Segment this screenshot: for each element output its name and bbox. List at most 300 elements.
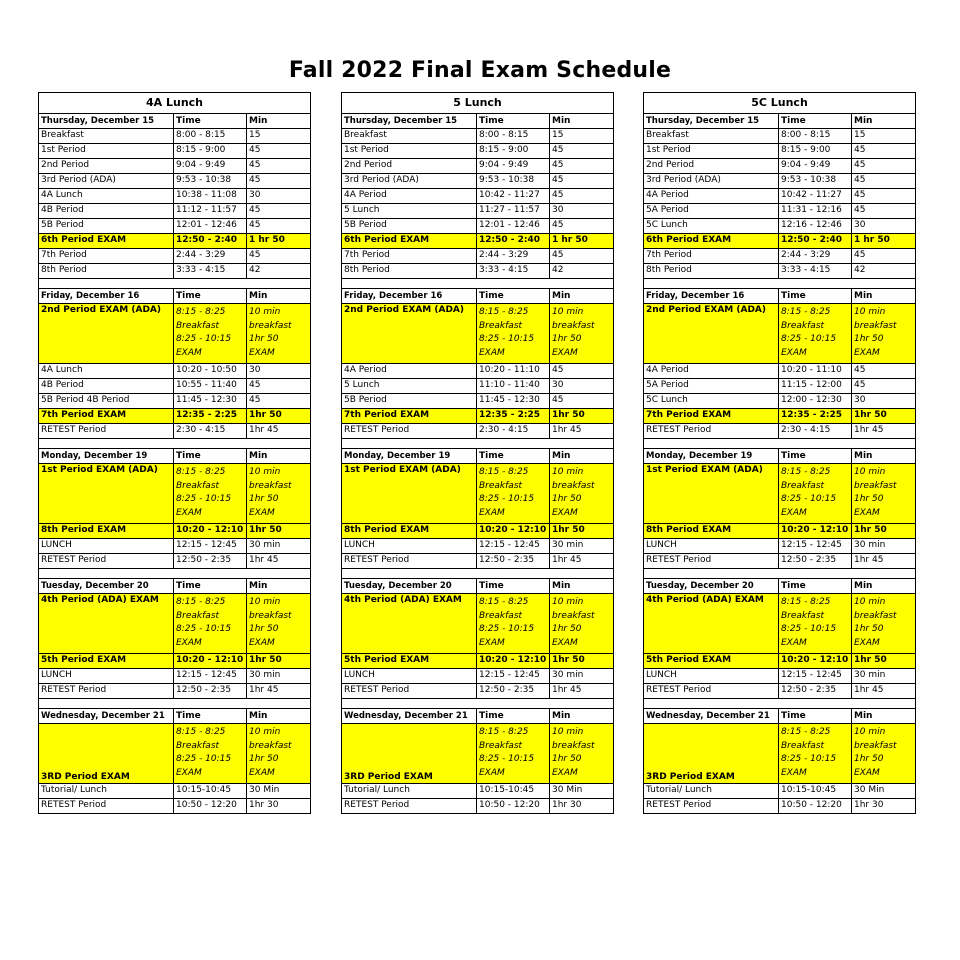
period-label: RETEST Period: [39, 424, 174, 439]
table-row: [644, 554, 916, 569]
period-time: 10:50 - 12:20: [174, 799, 247, 814]
period-label: RETEST Period: [644, 684, 779, 699]
period-time: 8:15 - 8:25 Breakfast 8:25 - 10:15 EXAM: [779, 304, 852, 364]
lunch-group-header: 5C Lunch: [644, 93, 916, 114]
period-time: 8:00 - 8:15: [779, 129, 852, 144]
period-minutes: 30: [247, 364, 311, 379]
table-row: [39, 379, 311, 394]
period-time: 12:50 - 2:35: [174, 554, 247, 569]
period-label: 7th Period: [39, 249, 174, 264]
min-column-header: Min: [852, 579, 916, 594]
spacer-cell: [644, 569, 916, 579]
table-row: [342, 539, 614, 554]
period-minutes: 45: [852, 249, 916, 264]
day-name: Friday, December 16: [342, 289, 477, 304]
period-label: 4th Period (ADA) EXAM: [39, 594, 174, 654]
table-row: [644, 799, 916, 814]
period-time: 8:00 - 8:15: [174, 129, 247, 144]
exam-block-row: [342, 594, 614, 654]
period-label: 3RD Period EXAM: [39, 724, 174, 784]
day-name: Wednesday, December 21: [39, 709, 174, 724]
period-time: 2:44 - 3:29: [779, 249, 852, 264]
period-minutes: 45: [852, 364, 916, 379]
period-minutes: 10 min breakfast 1hr 50 EXAM: [852, 304, 916, 364]
period-label: 6th Period EXAM: [39, 234, 174, 249]
period-time: 12:50 - 2:35: [477, 554, 550, 569]
period-time: 12:01 - 12:46: [477, 219, 550, 234]
exam-row: [644, 409, 916, 424]
spacer-cell: [342, 699, 614, 709]
period-label: 4th Period (ADA) EXAM: [644, 594, 779, 654]
table-row: [342, 799, 614, 814]
table-row: [342, 554, 614, 569]
period-label: 3rd Period (ADA): [342, 174, 477, 189]
period-time: 12:15 - 12:45: [174, 669, 247, 684]
period-label: Tutorial/ Lunch: [342, 784, 477, 799]
exam-block-row: [644, 594, 916, 654]
exam-block-row: [39, 724, 311, 784]
table-row: [39, 394, 311, 409]
table-header-row: [644, 93, 916, 114]
time-column-header: Time: [477, 449, 550, 464]
table-row: [342, 684, 614, 699]
time-column-header: Time: [174, 449, 247, 464]
period-time: 9:53 - 10:38: [174, 174, 247, 189]
period-time: 8:15 - 8:25 Breakfast 8:25 - 10:15 EXAM: [174, 594, 247, 654]
day-header-row: [39, 289, 311, 304]
table-row: [342, 219, 614, 234]
day-name: Thursday, December 15: [644, 114, 779, 129]
day-spacer: [39, 569, 311, 579]
period-minutes: 45: [247, 219, 311, 234]
min-column-header: Min: [550, 579, 614, 594]
period-minutes: 45: [550, 249, 614, 264]
day-name: Thursday, December 15: [39, 114, 174, 129]
period-label: 5A Period: [644, 379, 779, 394]
period-label: 5th Period EXAM: [342, 654, 477, 669]
period-time: 2:44 - 3:29: [477, 249, 550, 264]
min-column-header: Min: [550, 709, 614, 724]
period-label: LUNCH: [644, 669, 779, 684]
table-row: [342, 174, 614, 189]
time-column-header: Time: [477, 289, 550, 304]
period-time: 10:38 - 11:08: [174, 189, 247, 204]
table-row: [644, 219, 916, 234]
min-column-header: Min: [550, 289, 614, 304]
period-minutes: 1hr 45: [852, 554, 916, 569]
period-time: 8:15 - 8:25 Breakfast 8:25 - 10:15 EXAM: [477, 464, 550, 524]
table-row: [342, 784, 614, 799]
day-spacer: [644, 279, 916, 289]
exam-row: [342, 409, 614, 424]
period-minutes: 45: [247, 204, 311, 219]
table-row: [342, 129, 614, 144]
period-time: 2:44 - 3:29: [174, 249, 247, 264]
day-header-row: [342, 289, 614, 304]
spacer-cell: [644, 439, 916, 449]
period-label: RETEST Period: [39, 799, 174, 814]
period-minutes: 15: [247, 129, 311, 144]
period-minutes: 45: [852, 204, 916, 219]
period-time: 10:20 - 12:10: [779, 654, 852, 669]
time-column-header: Time: [779, 579, 852, 594]
period-minutes: 30 min: [550, 669, 614, 684]
period-label: Breakfast: [644, 129, 779, 144]
lunch-group-header: 5 Lunch: [342, 93, 614, 114]
day-name: Thursday, December 15: [342, 114, 477, 129]
period-time: 10:15-10:45: [174, 784, 247, 799]
period-minutes: 10 min breakfast 1hr 50 EXAM: [247, 594, 311, 654]
period-minutes: 1hr 50: [247, 524, 311, 539]
period-label: 2nd Period: [39, 159, 174, 174]
period-label: 5C Lunch: [644, 394, 779, 409]
period-minutes: 30 min: [247, 539, 311, 554]
day-name: Friday, December 16: [39, 289, 174, 304]
spacer-cell: [342, 279, 614, 289]
period-minutes: 30: [852, 394, 916, 409]
exam-row: [644, 524, 916, 539]
period-time: 11:45 - 12:30: [477, 394, 550, 409]
period-minutes: 10 min breakfast 1hr 50 EXAM: [550, 724, 614, 784]
day-spacer: [644, 569, 916, 579]
schedule-table-5c-lunch: [643, 92, 916, 814]
period-time: 8:15 - 8:25 Breakfast 8:25 - 10:15 EXAM: [779, 724, 852, 784]
period-time: 8:15 - 8:25 Breakfast 8:25 - 10:15 EXAM: [477, 304, 550, 364]
period-label: 5th Period EXAM: [644, 654, 779, 669]
period-label: 7th Period EXAM: [342, 409, 477, 424]
table-row: [39, 144, 311, 159]
min-column-header: Min: [247, 449, 311, 464]
day-header-row: [644, 289, 916, 304]
table-row: [644, 204, 916, 219]
period-label: 8th Period: [342, 264, 477, 279]
period-time: 10:42 - 11:27: [477, 189, 550, 204]
table-row: [39, 219, 311, 234]
period-label: Tutorial/ Lunch: [644, 784, 779, 799]
period-time: 10:20 - 12:10: [477, 524, 550, 539]
period-time: 12:35 - 2:25: [174, 409, 247, 424]
period-minutes: 42: [852, 264, 916, 279]
period-time: 10:50 - 12:20: [477, 799, 550, 814]
time-column-header: Time: [174, 114, 247, 129]
exam-row: [342, 654, 614, 669]
min-column-header: Min: [247, 289, 311, 304]
period-time: 12:15 - 12:45: [174, 539, 247, 554]
period-label: 7th Period: [644, 249, 779, 264]
period-time: 8:15 - 8:25 Breakfast 8:25 - 10:15 EXAM: [477, 724, 550, 784]
period-label: 2nd Period: [644, 159, 779, 174]
period-label: RETEST Period: [644, 554, 779, 569]
table-row: [342, 249, 614, 264]
table-row: [644, 174, 916, 189]
period-time: 12:50 - 2:35: [779, 554, 852, 569]
table-row: [39, 129, 311, 144]
day-name: Friday, December 16: [644, 289, 779, 304]
period-label: 3rd Period (ADA): [39, 174, 174, 189]
table-row: [39, 784, 311, 799]
period-label: 4th Period (ADA) EXAM: [342, 594, 477, 654]
period-time: 9:04 - 9:49: [779, 159, 852, 174]
period-time: 3:33 - 4:15: [477, 264, 550, 279]
min-column-header: Min: [852, 289, 916, 304]
table-row: [342, 364, 614, 379]
period-minutes: 1hr 30: [247, 799, 311, 814]
period-label: 3RD Period EXAM: [644, 724, 779, 784]
period-minutes: 45: [247, 159, 311, 174]
time-column-header: Time: [174, 579, 247, 594]
period-minutes: 45: [247, 249, 311, 264]
period-time: 12:15 - 12:45: [779, 669, 852, 684]
day-spacer: [342, 279, 614, 289]
period-label: 7th Period EXAM: [644, 409, 779, 424]
table-row: [644, 379, 916, 394]
table-row: [39, 364, 311, 379]
period-minutes: 10 min breakfast 1hr 50 EXAM: [550, 304, 614, 364]
period-label: 4A Period: [644, 189, 779, 204]
period-label: RETEST Period: [342, 554, 477, 569]
period-minutes: 1 hr 50: [852, 234, 916, 249]
period-time: 9:53 - 10:38: [779, 174, 852, 189]
period-time: 10:20 - 11:10: [477, 364, 550, 379]
period-time: 10:50 - 12:20: [779, 799, 852, 814]
day-name: Monday, December 19: [644, 449, 779, 464]
period-minutes: 1hr 45: [550, 424, 614, 439]
period-time: 11:45 - 12:30: [174, 394, 247, 409]
period-time: 12:50 - 2:40: [779, 234, 852, 249]
table-row: [342, 424, 614, 439]
period-minutes: 10 min breakfast 1hr 50 EXAM: [247, 724, 311, 784]
period-minutes: 42: [247, 264, 311, 279]
exam-row: [39, 234, 311, 249]
period-time: 12:15 - 12:45: [477, 539, 550, 554]
min-column-header: Min: [852, 114, 916, 129]
table-row: [644, 264, 916, 279]
period-time: 3:33 - 4:15: [779, 264, 852, 279]
period-label: 8th Period EXAM: [39, 524, 174, 539]
min-column-header: Min: [550, 114, 614, 129]
period-minutes: 1hr 50: [852, 654, 916, 669]
period-minutes: 1hr 45: [247, 684, 311, 699]
period-label: 8th Period EXAM: [342, 524, 477, 539]
period-label: 5B Period 4B Period: [39, 394, 174, 409]
day-name: Wednesday, December 21: [644, 709, 779, 724]
period-label: 1st Period: [644, 144, 779, 159]
period-time: 10:20 - 12:10: [779, 524, 852, 539]
period-label: 8th Period: [39, 264, 174, 279]
period-label: RETEST Period: [342, 684, 477, 699]
table-row: [644, 364, 916, 379]
period-minutes: 45: [852, 379, 916, 394]
period-time: 2:30 - 4:15: [174, 424, 247, 439]
day-header-row: [644, 579, 916, 594]
period-label: LUNCH: [39, 539, 174, 554]
period-label: 6th Period EXAM: [644, 234, 779, 249]
period-time: 12:16 - 12:46: [779, 219, 852, 234]
period-label: LUNCH: [39, 669, 174, 684]
spacer-cell: [644, 279, 916, 289]
min-column-header: Min: [550, 449, 614, 464]
period-label: 3rd Period (ADA): [644, 174, 779, 189]
time-column-header: Time: [779, 114, 852, 129]
table-row: [644, 249, 916, 264]
period-minutes: 1hr 50: [550, 524, 614, 539]
table-row: [39, 554, 311, 569]
period-time: 12:50 - 2:35: [174, 684, 247, 699]
table-row: [644, 144, 916, 159]
period-label: 5th Period EXAM: [39, 654, 174, 669]
exam-row: [39, 409, 311, 424]
period-label: 1st Period EXAM (ADA): [39, 464, 174, 524]
period-time: 10:20 - 12:10: [174, 524, 247, 539]
period-minutes: 10 min breakfast 1hr 50 EXAM: [550, 464, 614, 524]
period-minutes: 30 min: [852, 539, 916, 554]
period-minutes: 45: [852, 189, 916, 204]
period-label: Tutorial/ Lunch: [39, 784, 174, 799]
period-label: 7th Period EXAM: [39, 409, 174, 424]
time-column-header: Time: [174, 289, 247, 304]
period-minutes: 10 min breakfast 1hr 50 EXAM: [852, 464, 916, 524]
period-minutes: 45: [550, 159, 614, 174]
table-row: [39, 684, 311, 699]
period-time: 9:04 - 9:49: [174, 159, 247, 174]
table-header-row: [342, 93, 614, 114]
lunch-group-header: 4A Lunch: [39, 93, 311, 114]
period-minutes: 30 Min: [550, 784, 614, 799]
period-time: 3:33 - 4:15: [174, 264, 247, 279]
period-label: 6th Period EXAM: [342, 234, 477, 249]
period-minutes: 1hr 45: [550, 684, 614, 699]
period-minutes: 1hr 50: [550, 654, 614, 669]
exam-row: [342, 234, 614, 249]
day-header-row: [342, 114, 614, 129]
period-label: 8th Period EXAM: [644, 524, 779, 539]
exam-block-row: [342, 724, 614, 784]
time-column-header: Time: [779, 289, 852, 304]
period-label: 5 Lunch: [342, 204, 477, 219]
period-label: 7th Period: [342, 249, 477, 264]
day-name: Tuesday, December 20: [39, 579, 174, 594]
table-row: [342, 144, 614, 159]
period-label: RETEST Period: [39, 684, 174, 699]
table-row: [342, 379, 614, 394]
period-minutes: 45: [247, 379, 311, 394]
period-time: 9:53 - 10:38: [477, 174, 550, 189]
period-label: 1st Period: [39, 144, 174, 159]
period-time: 12:50 - 2:40: [174, 234, 247, 249]
period-minutes: 1hr 45: [247, 554, 311, 569]
day-spacer: [342, 439, 614, 449]
period-minutes: 10 min breakfast 1hr 50 EXAM: [247, 464, 311, 524]
spacer-cell: [644, 699, 916, 709]
period-minutes: 30 min: [852, 669, 916, 684]
period-time: 8:15 - 8:25 Breakfast 8:25 - 10:15 EXAM: [779, 594, 852, 654]
period-label: 1st Period: [342, 144, 477, 159]
period-time: 12:50 - 2:35: [477, 684, 550, 699]
period-minutes: 30: [550, 379, 614, 394]
period-time: 12:35 - 2:25: [779, 409, 852, 424]
period-label: 1st Period EXAM (ADA): [644, 464, 779, 524]
table-row: [39, 249, 311, 264]
period-time: 12:50 - 2:40: [477, 234, 550, 249]
period-minutes: 1hr 30: [550, 799, 614, 814]
spacer-cell: [39, 699, 311, 709]
period-time: 12:01 - 12:46: [174, 219, 247, 234]
day-header-row: [39, 114, 311, 129]
period-minutes: 45: [550, 144, 614, 159]
page-title: Fall 2022 Final Exam Schedule: [288, 58, 672, 83]
period-label: 4A Period: [342, 189, 477, 204]
period-time: 8:15 - 8:25 Breakfast 8:25 - 10:15 EXAM: [174, 304, 247, 364]
period-minutes: 1hr 50: [852, 524, 916, 539]
period-minutes: 30 Min: [852, 784, 916, 799]
period-time: 12:50 - 2:35: [779, 684, 852, 699]
exam-block-row: [644, 464, 916, 524]
period-time: 8:15 - 9:00: [477, 144, 550, 159]
period-time: 11:10 - 11:40: [477, 379, 550, 394]
day-name: Monday, December 19: [39, 449, 174, 464]
period-time: 10:15-10:45: [779, 784, 852, 799]
period-label: Breakfast: [342, 129, 477, 144]
day-header-row: [644, 114, 916, 129]
period-time: 8:15 - 9:00: [174, 144, 247, 159]
period-label: 4A Lunch: [39, 189, 174, 204]
period-time: 12:15 - 12:45: [477, 669, 550, 684]
day-header-row: [342, 449, 614, 464]
table-row: [644, 539, 916, 554]
period-time: 10:20 - 11:10: [779, 364, 852, 379]
table-row: [644, 424, 916, 439]
exam-block-row: [342, 304, 614, 364]
period-label: RETEST Period: [342, 799, 477, 814]
schedule-table-5-lunch: [341, 92, 614, 814]
period-minutes: 1hr 30: [852, 799, 916, 814]
period-minutes: 1hr 45: [852, 424, 916, 439]
period-time: 8:00 - 8:15: [477, 129, 550, 144]
period-minutes: 1hr 45: [852, 684, 916, 699]
period-label: 2nd Period EXAM (ADA): [39, 304, 174, 364]
period-minutes: 45: [247, 174, 311, 189]
period-minutes: 1hr 50: [247, 409, 311, 424]
day-header-row: [39, 709, 311, 724]
time-column-header: Time: [779, 709, 852, 724]
period-label: 5 Lunch: [342, 379, 477, 394]
exam-block-row: [39, 464, 311, 524]
period-minutes: 10 min breakfast 1hr 50 EXAM: [852, 594, 916, 654]
exam-row: [39, 524, 311, 539]
day-header-row: [342, 709, 614, 724]
exam-row: [39, 654, 311, 669]
table-row: [342, 264, 614, 279]
exam-block-row: [644, 724, 916, 784]
period-minutes: 10 min breakfast 1hr 50 EXAM: [247, 304, 311, 364]
table-row: [39, 539, 311, 554]
spacer-cell: [342, 439, 614, 449]
table-row: [39, 799, 311, 814]
period-minutes: 1hr 50: [550, 409, 614, 424]
time-column-header: Time: [779, 449, 852, 464]
period-time: 8:15 - 8:25 Breakfast 8:25 - 10:15 EXAM: [174, 724, 247, 784]
exam-row: [342, 524, 614, 539]
day-spacer: [644, 439, 916, 449]
spacer-cell: [39, 279, 311, 289]
table-row: [342, 159, 614, 174]
period-label: 4A Period: [644, 364, 779, 379]
period-minutes: 1hr 50: [852, 409, 916, 424]
day-header-row: [39, 579, 311, 594]
table-row: [342, 394, 614, 409]
period-minutes: 30 Min: [247, 784, 311, 799]
exam-row: [644, 234, 916, 249]
